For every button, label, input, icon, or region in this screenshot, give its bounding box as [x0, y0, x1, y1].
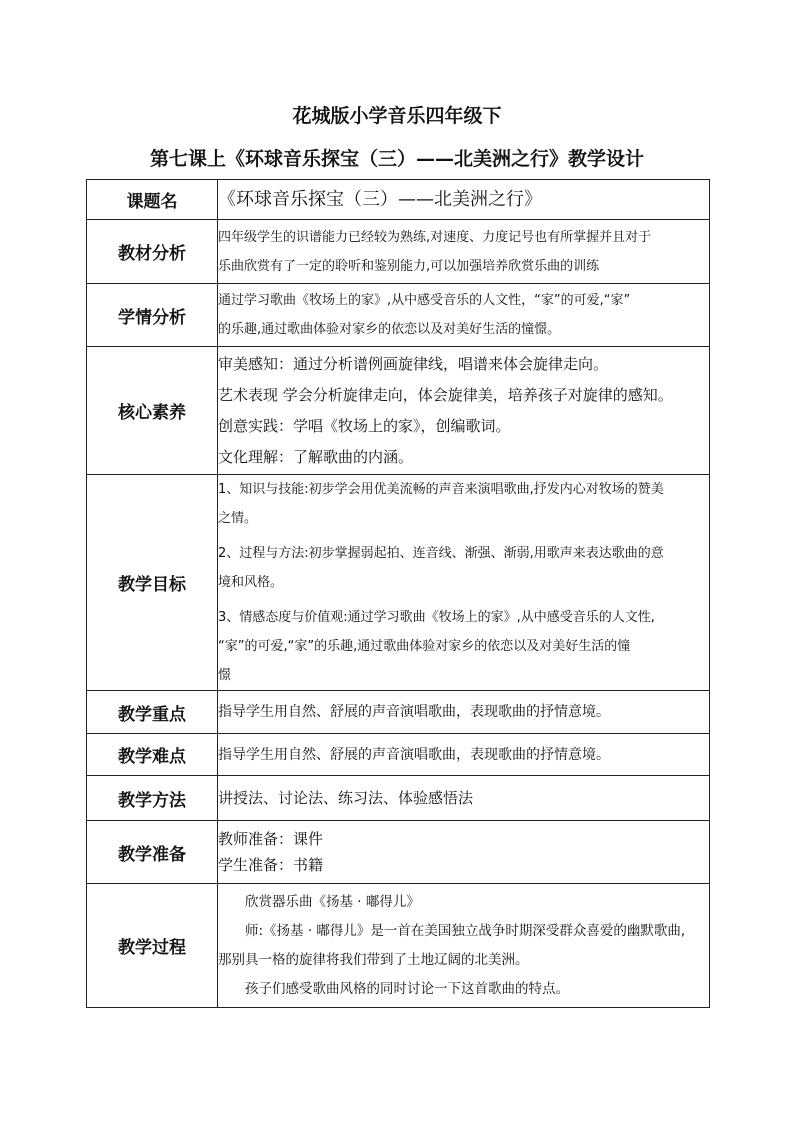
table-row-topic [87, 180, 710, 220]
literacy-line: 创意实践：学唱《牧场上的家》，创编歌词。 [218, 416, 511, 435]
topic-value: 《环球音乐探宝（三）——北美洲之行》 [218, 180, 710, 220]
goal-item-2-line: 境和风格。 [218, 575, 284, 590]
goal-item-2-line: 2、过程与方法:初步掌握弱起拍、连音线、渐强、渐弱,用歌声来表达歌曲的意 [218, 546, 664, 561]
literacy-line: 艺术表现 学会分析旋律走向，体会旋律美，培养孩子对旋律的感知。 [218, 385, 673, 404]
row-label-preparation: 教学准备 [87, 821, 218, 884]
row-label-methods: 教学方法 [87, 776, 218, 821]
material-line: 乐曲欣赏有了一定的聆听和鉴别能力,可以加强培养欣赏乐曲的训练 [218, 258, 600, 274]
row-label-process: 教学过程 [87, 884, 218, 1008]
process-line: 师:《扬基 · 嘟得儿》是一首在美国独立战争时期深受群众喜爱的幽默歌曲, [245, 922, 686, 939]
document-title: 花城版小学音乐四年级下 [292, 105, 502, 127]
students-line: 的乐趣,通过歌曲体验对家乡的依恋以及对美好生活的憧憬。 [218, 322, 561, 337]
row-label-difficulty: 教学难点 [87, 734, 218, 776]
methods-value: 讲授法、讨论法、练习法、体验感悟法 [218, 776, 710, 821]
goal-item-3-line: 3、情感态度与价值观:通过学习歌曲《牧场上的家》,从中感受音乐的人文性, [218, 610, 655, 625]
process-line: 欣赏器乐曲《扬基 · 嘟得儿》 [245, 893, 420, 910]
students-content [218, 284, 710, 347]
goal-item-1-line: 1、知识与技能:初步学会用优美流畅的声音来演唱歌曲,抒发内心对牧场的赞美 [218, 482, 664, 497]
table-row-students [87, 284, 710, 347]
row-label-goals: 教学目标 [87, 475, 218, 691]
literacy-line: 文化理解：了解歌曲的内涵。 [218, 447, 414, 466]
key-point-value: 指导学生用自然、舒展的声音演唱歌曲，表现歌曲的抒情意境。 [218, 691, 710, 734]
goal-item-3-line: “家”的可爱,“家”的乐趣,通过歌曲体验对家乡的依恋以及对美好生活的憧 [218, 639, 631, 654]
process-content [218, 884, 710, 1008]
lesson-plan-table [86, 179, 710, 1008]
process-line: 那别具一格的旋律将我们带到了土地辽阔的北美洲。 [218, 951, 529, 968]
row-label-material: 教材分析 [87, 220, 218, 284]
material-line: 四年级学生的识谱能力已经较为熟练,对速度、力度记号也有所掌握并且对于 [218, 229, 652, 245]
table-row-process [87, 884, 710, 1008]
table-row-preparation [87, 821, 710, 884]
goals-content [218, 475, 710, 691]
table-row-goals [87, 475, 710, 691]
preparation-line: 学生准备：书籍 [218, 856, 324, 874]
table-row-key-point [87, 691, 710, 734]
process-line: 孩子们感受歌曲风格的同时讨论一下这首歌曲的特点。 [245, 980, 569, 997]
goal-item-1-line: 之情。 [218, 511, 258, 526]
literacy-content [218, 347, 710, 475]
preparation-content [218, 821, 710, 884]
row-label-students: 学情分析 [87, 284, 218, 347]
table-row-literacy [87, 347, 710, 475]
material-content [218, 220, 710, 284]
row-label-literacy: 核心素养 [87, 347, 218, 475]
preparation-line: 教师准备：课件 [218, 830, 324, 848]
goal-item-3-line: 憬 [218, 668, 232, 683]
students-line: 通过学习歌曲《牧场上的家》,从中感受音乐的人文性，“家”的可爱,“家” [218, 293, 631, 308]
difficulty-value: 指导学生用自然、舒展的声音演唱歌曲，表现歌曲的抒情意境。 [218, 734, 710, 776]
row-label-topic: 课题名 [87, 180, 218, 220]
table-row-methods [87, 776, 710, 821]
literacy-line: 审美感知：通过分析谱例画旋律线，唱谱来体会旋律走向。 [218, 354, 609, 373]
row-label-key-point: 教学重点 [87, 691, 218, 734]
table-row-difficulty [87, 734, 710, 776]
document-subtitle: 第七课上《环球音乐探宝（三）——北美洲之行》教学设计 [149, 148, 644, 170]
table-row-material [87, 220, 710, 284]
